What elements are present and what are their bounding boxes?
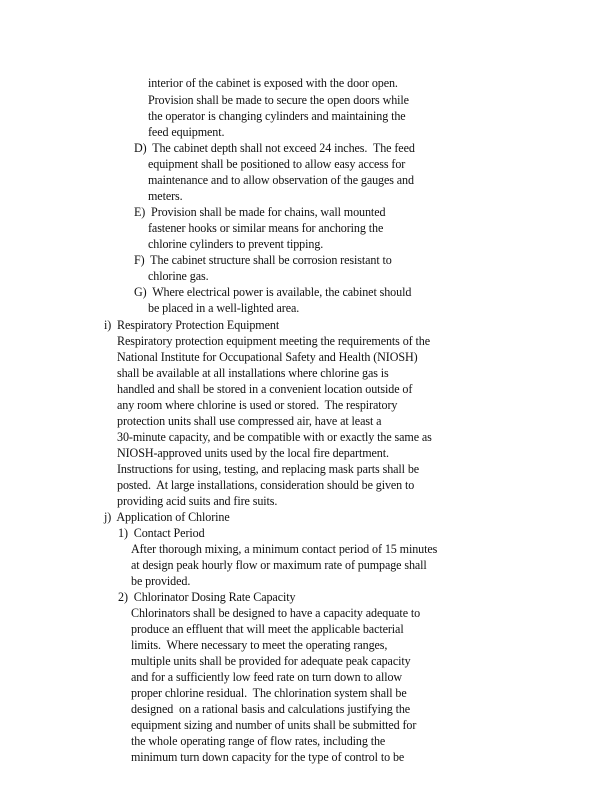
item-e-line-3: chlorine cylinders to prevent tipping. bbox=[148, 237, 324, 251]
item-d-line-3: maintenance and to allow observation of the gauges and bbox=[148, 173, 414, 187]
section-i-line-3: shall be available at all installations where chlorine gas is bbox=[117, 366, 389, 380]
item-g-line-2: be placed in a well-lighted area. bbox=[148, 301, 300, 315]
section-j-heading: j) Application of Chlorine bbox=[104, 510, 230, 524]
item-c-line-1: interior of the cabinet is exposed with the door open. bbox=[148, 76, 398, 90]
section-i-line-1: Respiratory protection equipment meeting the requirements of the bbox=[117, 334, 430, 348]
item-1-line-2: at design peak hourly flow or maximum rate of pumpage shall bbox=[131, 558, 427, 572]
section-i-line-4: handled and shall be stored in a convenient location outside of bbox=[117, 382, 413, 396]
item-2-line-10: minimum turn down capacity for the type of control to be bbox=[131, 750, 405, 764]
section-i-heading: i) Respiratory Protection Equipment bbox=[104, 318, 280, 332]
item-c-line-4: feed equipment. bbox=[148, 125, 225, 139]
item-2-line-4: multiple units shall be provided for adequate peak capacity bbox=[131, 654, 411, 668]
section-i-line-8: NIOSH-approved units used by the local fire department. bbox=[117, 446, 389, 460]
item-d-line-4: meters. bbox=[148, 189, 183, 203]
section-i-line-10: posted. At large installations, consideration should be given to bbox=[117, 478, 415, 492]
item-2-line-7: designed on a rational basis and calculations justifying the bbox=[131, 702, 411, 716]
item-2-heading: 2) Chlorinator Dosing Rate Capacity bbox=[118, 590, 296, 604]
item-1-heading: 1) Contact Period bbox=[118, 526, 205, 540]
section-i-line-11: providing acid suits and fire suits. bbox=[117, 494, 278, 508]
item-2-line-2: produce an effluent that will meet the applicable bacterial bbox=[131, 622, 404, 636]
item-1-line-1: After thorough mixing, a minimum contact period of 15 minutes bbox=[131, 542, 438, 556]
section-i-line-7: 30-minute capacity, and be compatible with or exactly the same as bbox=[117, 430, 432, 444]
item-c-line-3: the operator is changing cylinders and maintaining the bbox=[148, 109, 406, 123]
section-i-line-5: any room where chlorine is used or stored. The respiratory bbox=[117, 398, 398, 412]
item-2-line-6: proper chlorine residual. The chlorination system shall be bbox=[131, 686, 407, 700]
item-2-line-1: Chlorinators shall be designed to have a capacity adequate to bbox=[131, 606, 421, 620]
item-f-line-2: chlorine gas. bbox=[148, 269, 209, 283]
item-1-line-3: be provided. bbox=[131, 574, 191, 588]
item-e-line-2: fastener hooks or similar means for anchoring the bbox=[148, 221, 384, 235]
item-2-line-5: and for a sufficiently low feed rate on turn down to allow bbox=[131, 670, 403, 684]
item-f-line-1: F) The cabinet structure shall be corrosion resistant to bbox=[134, 253, 392, 267]
section-i-line-2: National Institute for Occupational Safety and Health (NIOSH) bbox=[117, 350, 418, 364]
item-c-line-2: Provision shall be made to secure the open doors while bbox=[148, 93, 409, 107]
item-d-line-2: equipment shall be positioned to allow easy access for bbox=[148, 157, 406, 171]
item-2-line-8: equipment sizing and number of units shall be submitted for bbox=[131, 718, 417, 732]
item-g-line-1: G) Where electrical power is available, the cabinet should bbox=[134, 285, 412, 299]
section-i-line-9: Instructions for using, testing, and replacing mask parts shall be bbox=[117, 462, 420, 476]
item-2-line-9: the whole operating range of flow rates, including the bbox=[131, 734, 386, 748]
item-2-line-3: limits. Where necessary to meet the operating ranges, bbox=[131, 638, 388, 652]
item-e-line-1: E) Provision shall be made for chains, wall mounted bbox=[134, 205, 386, 219]
item-d-line-1: D) The cabinet depth shall not exceed 24 inches. The feed bbox=[134, 141, 415, 155]
section-i-line-6: protection units shall use compressed air, have at least a bbox=[117, 414, 382, 428]
